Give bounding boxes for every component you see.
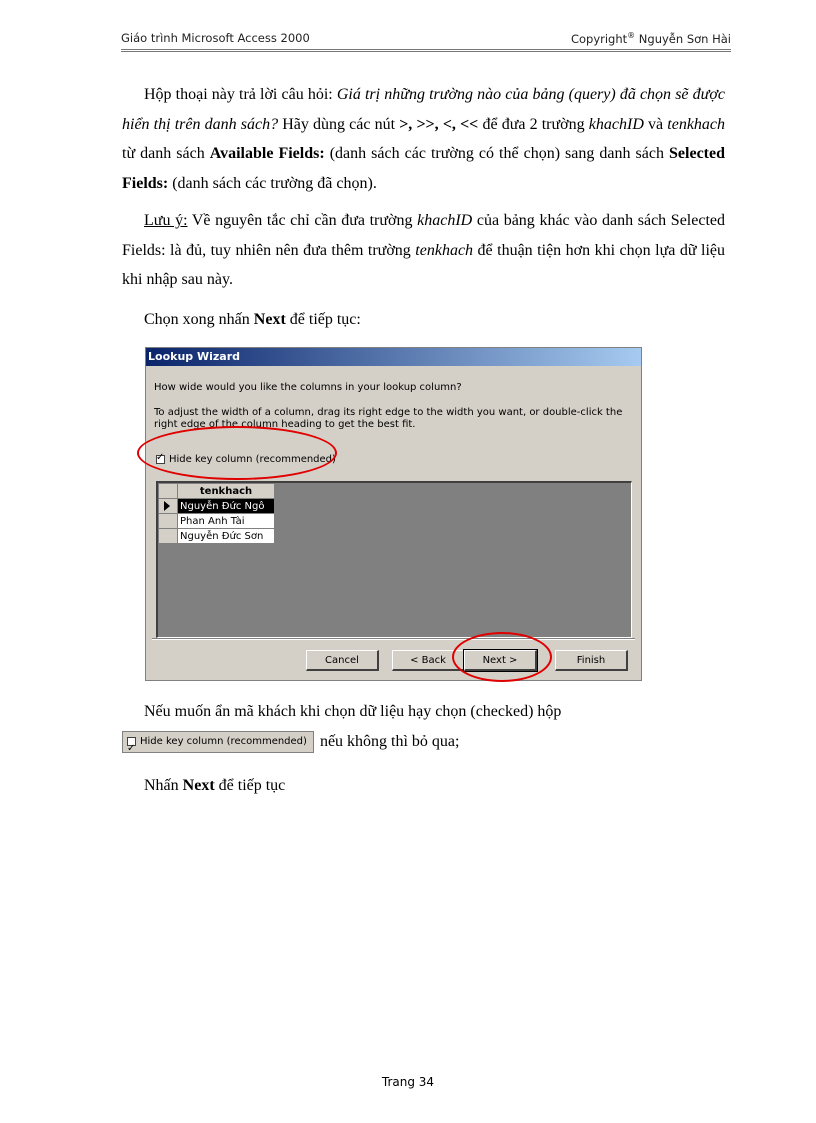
current-row-arrow-icon [164,501,170,511]
row-selector[interactable] [159,529,178,544]
button-separator [152,638,635,640]
table-cell[interactable]: Phan Anh Tài [178,514,275,529]
cancel-button[interactable]: Cancel [306,650,379,671]
next-button[interactable]: Next > [464,650,537,671]
row-selector-header [159,484,178,499]
paragraph-hide-key: Nếu muốn ẩn mã khách khi chọn dữ liệu hạy chọn (checked) hộp ✓ Hide key column (recommended) nếu không thì bỏ qua; [122,697,725,756]
paragraph-note: Lưu ý: Về nguyên tắc chỉ cần đưa trường khachID của bảng khác vào danh sách Selected Fields: là đủ, tuy nhiên nên đưa thêm trường tenkhach để thuận tiện hơn khi chọn lựa dữ liệu khi nhập sau này. [122,212,726,288]
inline-hide-key-checkbox-image: ✓ Hide key column (recommended) [122,731,314,753]
checkbox-highlight-ellipse [137,426,337,480]
page-header [121,31,731,50]
column-preview-grid[interactable] [156,481,632,638]
table-row[interactable] [159,499,275,514]
header-copyright: Copyright® Nguyễn Sơn Hài [570,31,731,46]
preview-table [158,483,275,544]
table-cell[interactable]: Nguyễn Đức Ngô [178,499,275,514]
table-row[interactable] [159,529,275,544]
dialog-title: Lookup Wizard [146,348,641,366]
row-selector[interactable] [159,499,178,514]
lookup-wizard-dialog [145,347,642,681]
paragraph-choose-next: Chọn xong nhấn Next để tiếp tục: [144,311,361,328]
table-cell[interactable]: Nguyễn Đức Sơn [178,529,275,544]
hide-key-column-label: Hide key column (recommended) [169,454,336,465]
paragraph-dialog-explanation: Hộp thoại này trả lời câu hỏi: Giá trị những trường nào của bảng (query) đã chọn sẽ được hiển thị trên danh sách? Hãy dùng các nút >, >>, <, << để đưa 2 trường khachID và tenkhach từ danh sách Available Fields: (danh sách các trường có thể chọn) sang danh sách Selected Fields: (danh sách các trường đã chọn). [122,86,726,192]
row-selector[interactable] [159,514,178,529]
header-title: Giáo trình Microsoft Access 2000 [121,31,310,45]
column-header-tenkhach[interactable]: tenkhach [178,484,275,499]
dialog-question: How wide would you like the columns in your lookup column? [154,382,462,393]
paragraph-press-next: Nhấn Next để tiếp tục [144,777,286,794]
checkbox-checked-icon [127,737,136,746]
table-row[interactable] [159,514,275,529]
back-button[interactable]: < Back [392,650,465,671]
dialog-instructions: To adjust the width of a column, drag its right edge to the width you want, or double-click the right edge of the column heading to get the best fit. [154,407,623,430]
next-button-highlight-ellipse [452,632,552,682]
finish-button[interactable]: Finish [555,650,628,671]
page-number: Trang 34 [381,1075,435,1089]
